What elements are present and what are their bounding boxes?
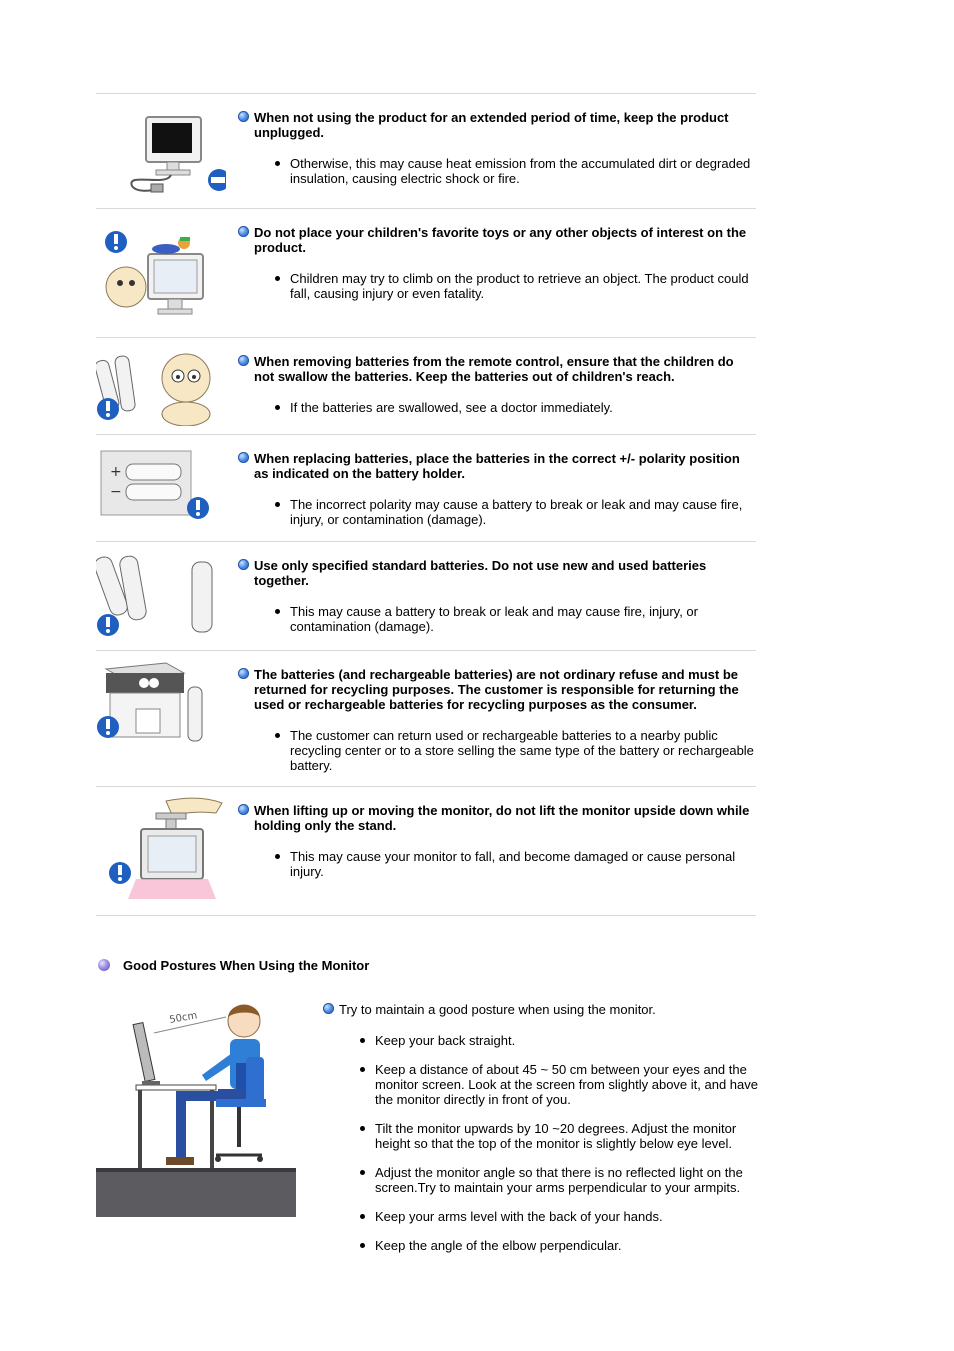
purple-bullet-icon: [98, 959, 110, 971]
list-item: Keep your arms level with the back of your hands.: [359, 1209, 758, 1224]
svg-text:+: +: [110, 464, 122, 480]
posture-text: [323, 1002, 758, 1267]
child-toys-monitor-illustration: [96, 217, 226, 327]
section-heading-text: When replacing batteries, place the batteries in the correct +/- polarity position as indicated on the battery holder.: [254, 451, 740, 481]
list-item: This may cause your monitor to fall, and become damaged or cause personal injury.: [274, 849, 754, 879]
list-item: Keep the angle of the elbow perpendicular.: [359, 1238, 758, 1253]
section-heading: [238, 354, 754, 384]
section-items: [238, 400, 754, 415]
section-items: [238, 604, 754, 634]
posture-items: [323, 1033, 758, 1253]
section-heading-text: When lifting up or moving the monitor, do not lift the monitor upside down while holding only the stand.: [254, 803, 750, 833]
lifting-monitor-illustration: [96, 795, 226, 905]
safety-section: [96, 208, 756, 337]
section-items: [238, 271, 754, 301]
safety-section: [96, 650, 756, 786]
safety-content: [96, 93, 756, 916]
section-heading-text: When removing batteries from the remote control, ensure that the children do not swallow the batteries. Keep the batteries out of children's reach.: [254, 354, 734, 384]
list-item: Children may try to climb on the product to retrieve an object. The product could fall, causing injury or even fatality.: [274, 271, 754, 301]
list-item: Otherwise, this may cause heat emission from the accumulated dirt or degraded insulation, causing electric shock or fire.: [274, 156, 754, 186]
list-item: Keep a distance of about 45 ~ 50 cm between your eyes and the monitor screen. Look at the screen from slightly above it, and have the monitor directly in front of you.: [359, 1062, 758, 1107]
blue-bullet-icon: [323, 1003, 334, 1014]
blue-bullet-icon: [238, 355, 249, 366]
blue-bullet-icon: [238, 226, 249, 237]
safety-section: [96, 93, 756, 208]
posture-section-title: [96, 958, 369, 973]
section-text: [238, 110, 754, 200]
section-items: [238, 849, 754, 879]
section-heading-text: Use only specified standard batteries. Do not use new and used batteries together.: [254, 558, 707, 588]
safety-section: [96, 337, 756, 434]
blue-bullet-icon: [238, 804, 249, 815]
blue-bullet-icon: [238, 559, 249, 570]
battery-polarity-illustration: [96, 443, 226, 523]
distance-label: 50cm: [168, 1010, 199, 1026]
safety-section: [96, 541, 756, 650]
section-text: [238, 225, 754, 315]
list-item: Adjust the monitor angle so that there is no reflected light on the screen.Try to maintain your arms perpendicular to your armpits.: [359, 1165, 758, 1195]
posture-title-text: Good Postures When Using the Monitor: [123, 958, 370, 973]
svg-text:−: −: [110, 484, 122, 500]
blue-bullet-icon: [238, 668, 249, 679]
section-text: [238, 451, 754, 541]
child-batteries-illustration: [96, 346, 226, 426]
list-item: If the batteries are swallowed, see a doctor immediately.: [274, 400, 754, 415]
section-heading: [238, 451, 754, 481]
blue-bullet-icon: [238, 111, 249, 122]
section-heading-text: The batteries (and rechargeable batteries) are not ordinary refuse and must be returned for recycling purposes. The customer is responsible for returning the used or rechargeable batteries for recycling purposes as the consumer.: [254, 667, 739, 712]
section-heading: [238, 558, 754, 588]
good-posture-illustration: [96, 995, 296, 1217]
list-item: Keep your back straight.: [359, 1033, 758, 1048]
blue-bullet-icon: [238, 452, 249, 463]
section-text: [238, 354, 754, 429]
section-heading-text: Do not place your children's favorite toys or any other objects of interest on the product.: [254, 225, 747, 255]
posture-lead-text: Try to maintain a good posture when using the monitor.: [339, 1002, 656, 1017]
posture-lead: [323, 1002, 758, 1017]
section-heading: [238, 667, 754, 712]
section-text: [238, 558, 754, 648]
list-item: The customer can return used or rechargeable batteries to a nearby public recycling center or to a store selling the same type of the battery or rechargeable battery.: [274, 728, 754, 773]
section-heading: [238, 110, 754, 140]
mixed-batteries-illustration: [96, 550, 226, 640]
section-heading-text: When not using the product for an extended period of time, keep the product unplugged.: [254, 110, 729, 140]
list-item: This may cause a battery to break or leak and may cause fire, injury, or contamination (damage).: [274, 604, 754, 634]
section-items: [238, 156, 754, 186]
battery-recycling-illustration: [96, 659, 226, 749]
list-item: The incorrect polarity may cause a battery to break or leak and may cause fire, injury, or contamination (damage).: [274, 497, 754, 527]
section-text: [238, 667, 754, 787]
list-item: Tilt the monitor upwards by 10 ~20 degrees. Adjust the monitor height so that the top of the monitor is slightly below eye level.: [359, 1121, 758, 1151]
section-heading: [238, 225, 754, 255]
section-items: [238, 497, 754, 527]
section-text: [238, 803, 754, 893]
section-heading: [238, 803, 754, 833]
safety-section: [96, 786, 756, 916]
section-items: [238, 728, 754, 773]
unplugged-monitor-illustration: [96, 102, 226, 202]
safety-section: [96, 434, 756, 541]
